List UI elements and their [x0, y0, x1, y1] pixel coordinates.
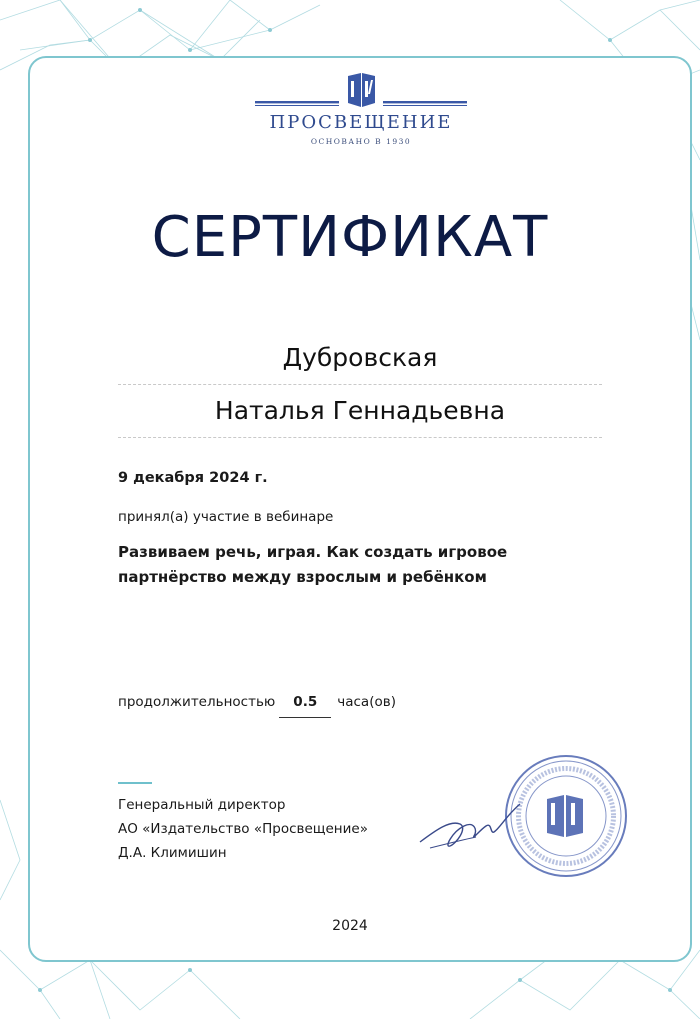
certificate-title: СЕРТИФИКАТ [151, 205, 549, 270]
publisher-emblem-icon [255, 72, 467, 112]
publisher-logo [255, 72, 467, 152]
publisher-wordmark: ПРОСВЕЩЕНИЕ [269, 112, 453, 133]
accent-line [118, 782, 152, 784]
duration-prefix: продолжительностью [118, 694, 276, 710]
duration-value: 0.5 [279, 694, 331, 718]
signer-organization: АО «Издательство «Просвещение» [118, 821, 368, 837]
signer-name: Д.А. Климишин [118, 845, 227, 861]
name-divider [118, 437, 602, 438]
recipient-surname: Дубровская [282, 343, 438, 372]
event-date: 9 декабря 2024 г. [118, 470, 268, 486]
recipient-given-names: Наталья Геннадьевна [214, 396, 506, 425]
participation-text: принял(а) участие в вебинаре [118, 509, 334, 525]
official-stamp-icon [503, 753, 629, 879]
publisher-tagline: ОСНОВАНО В 1930 [310, 137, 412, 146]
certificate-year: 2024 [332, 918, 368, 934]
name-divider [118, 384, 602, 385]
webinar-title: Развиваем речь, играя. Как создать игровое партнёрство между взрослым и ребёнком [118, 543, 508, 586]
duration-unit: часа(ов) [337, 694, 396, 710]
duration-row [118, 694, 396, 718]
signer-position: Генеральный директор [118, 797, 286, 813]
